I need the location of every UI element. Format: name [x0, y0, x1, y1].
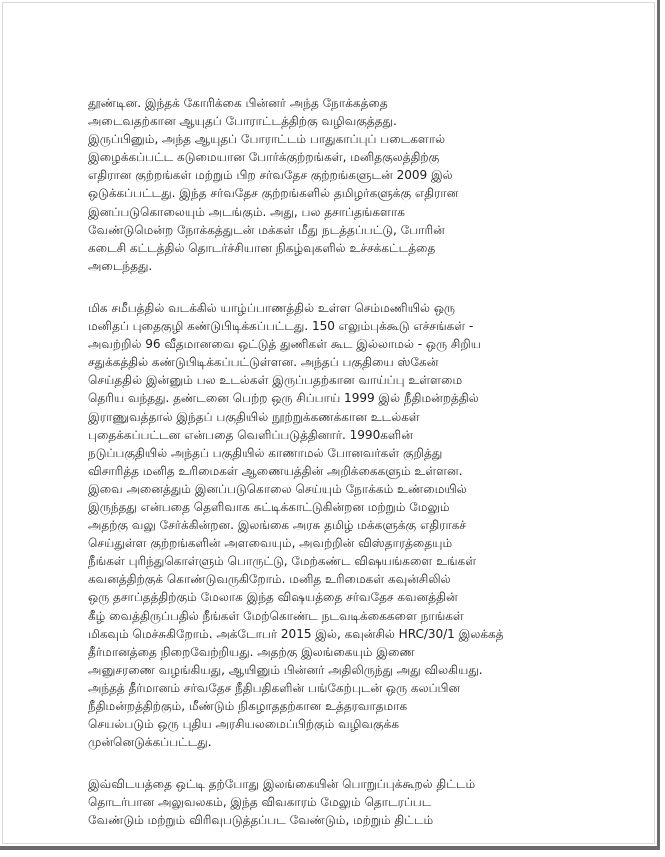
- text-line: கவனத்திற்குக் கொண்டுவருகிறோம். மனித உரிமைகள் கவுன்சிலில்: [88, 572, 451, 587]
- text-line: தூண்டின. இந்தக் கோரிக்கை பின்னர் அந்த நோக்கத்தை: [88, 96, 388, 110]
- text-line: அடைவதற்கான ஆயுதப் போராட்டத்திற்கு வழிவகுத்தது.: [88, 114, 397, 129]
- text-line: புதைக்கப்பட்டன என்பதை வெளிப்படுத்தினார். 1990களின்: [88, 427, 413, 442]
- text-line: அடைந்தது.: [88, 258, 153, 273]
- text-line: தீர்மானத்தை நிறைவேற்றியது. அதற்கு இலங்கையும் இணை: [88, 644, 415, 659]
- document-body: [88, 94, 593, 854]
- text-line: மனிதப் புதைகுழி கண்டுபிடிக்கப்பட்டது. 150 எலும்புக்கூடு எச்சங்கள் -: [88, 319, 474, 334]
- text-line: சதுக்கத்தில் கண்டுபிடிக்கப்பட்டுள்ளன. அந்தப் பகுதியை ஸ்கேன்: [88, 355, 439, 370]
- text-line: வேண்டும் மற்றும் விரிவுபடுத்தப்பட வேண்டும், மற்றும் திட்டம்: [88, 813, 434, 828]
- text-line: இருப்பினும், அந்த ஆயுதப் போராட்டம் பாதுகாப்புப் படைகளால்: [88, 132, 446, 147]
- text-line: நீங்கள் புரிந்துகொள்ளும் பொருட்டு, மேற்கண்ட விஷயங்களை உங்கள்: [88, 554, 477, 569]
- text-line: தெரிய வந்தது. தண்டனை பெற்ற ஒரு சிப்பாய் 1999 இல் நீதிமன்றத்தில்: [88, 391, 479, 406]
- text-line: முன்னெடுக்கப்பட்டது.: [88, 735, 212, 750]
- text-line: செய்ததில் இன்னும் பல உடல்கள் இருப்பதற்கான வாய்ப்பு உள்ளமை: [88, 373, 463, 388]
- text-line: இனப்படுகொலையும் அடங்கும். அது, பல தசாப்தங்களாக: [88, 204, 405, 219]
- text-line: செய்துள்ள குற்றங்களின் அளவையும், அவற்றின் விஸ்தாரத்தையும்: [88, 536, 453, 551]
- text-line: இராணுவத்தால் இந்தப் பகுதியில் நூற்றுக்கணக்கான உடல்கள்: [88, 409, 420, 424]
- text-line: செயல்படும் ஒரு புதிய அரசியலமைப்பிற்கும் வழிவகுக்க: [88, 717, 400, 732]
- paragraph-3: [88, 775, 593, 829]
- text-line: நீதிமன்றத்திற்கும், மீண்டும் நிகழாததற்கான உத்தரவாதமாக: [88, 699, 408, 713]
- text-line: இருந்தது என்பதை தெளிவாக சுட்டிக்காட்டுகின்றன மற்றும் மேலும்: [88, 499, 450, 514]
- text-line: ஒடுக்கப்பட்டது. இந்த சர்வதேச குற்றங்களில் தமிழர்களுக்கு எதிரான: [88, 186, 459, 201]
- text-line: அந்தத் தீர்மானம் சர்வதேச நீதிபதிகளின் பங்கேற்புடன் ஒரு கலப்பின: [88, 680, 461, 695]
- text-line: இவை அனைத்தும் இனப்படுகொலை செய்யும் நோக்கம் உண்மையில்: [88, 481, 467, 496]
- paragraph-1: [88, 94, 593, 275]
- text-line: ஒரு தசாப்தத்திற்கும் மேலாக இந்த விஷயத்தை சர்வதேச கவனத்தின்: [88, 590, 458, 605]
- text-line: அவற்றில் 96 வீதமானவை ஒட்டுத் துணிகள் கூட இல்லாமல் - ஒரு சிறிய: [88, 337, 482, 352]
- text-line: நடுப்பகுதியில் அந்தப் பகுதியில் காணாமல் போனவர்கள் குறித்து: [88, 445, 443, 460]
- text-line: எதிரான குற்றங்கள் மற்றும் பிற சர்வதேச குற்றங்களுடன் 2009 இல்: [88, 168, 453, 183]
- text-line: அதற்கு வலு சேர்க்கின்றன. இலங்கை அரசு தமிழ் மக்களுக்கு எதிராகச்: [88, 518, 467, 533]
- text-line: தொடர்பான அலுவலகம், இந்த விவகாரம் மேலும் தொடரப்பட: [88, 795, 432, 810]
- text-line: அனுசரணை வழங்கியது, ஆயினும் பின்னர் அதிலிருந்து அது விலகியது.: [88, 662, 483, 677]
- text-line: இழைக்கப்பட்ட கடுமையான போர்க்குற்றங்கள், மனிதகுலத்திற்கு: [88, 150, 440, 165]
- text-line: மிக சமீபத்தில் வடக்கில் யாழ்ப்பாணத்தில் உள்ள செம்மணியில் ஒரு: [88, 300, 456, 315]
- text-line: மிகவும் மெச்சுகிறோம். அக்டோபர் 2015 இல், கவுன்சில் HRC/30/1 இலக்கத்: [88, 626, 504, 641]
- text-line: கடைசி கட்டத்தில் தொடர்ச்சியான நிகழ்வுகளில் உச்சக்கட்டத்தை: [88, 240, 436, 255]
- paragraph-2: [88, 299, 593, 751]
- text-line: கீழ் வைத்திருப்பதில் நீங்கள் மேற்கொண்ட நடவடிக்கைகளை நாங்கள்: [88, 608, 464, 623]
- text-line: வேண்டுமென்ற நோக்கத்துடன் மக்கள் மீது நடத்தப்பட்டு, போரின்: [88, 222, 445, 237]
- text-line: விசாரித்த மனித உரிமைகள் ஆணையத்தின் அறிக்கைகளும் உள்ளன.: [88, 463, 463, 478]
- text-line: இவ்விடயத்தை ஒட்டி தற்போது இலங்கையின் பொறுப்புக்கூறல் திட்டம்: [88, 777, 476, 792]
